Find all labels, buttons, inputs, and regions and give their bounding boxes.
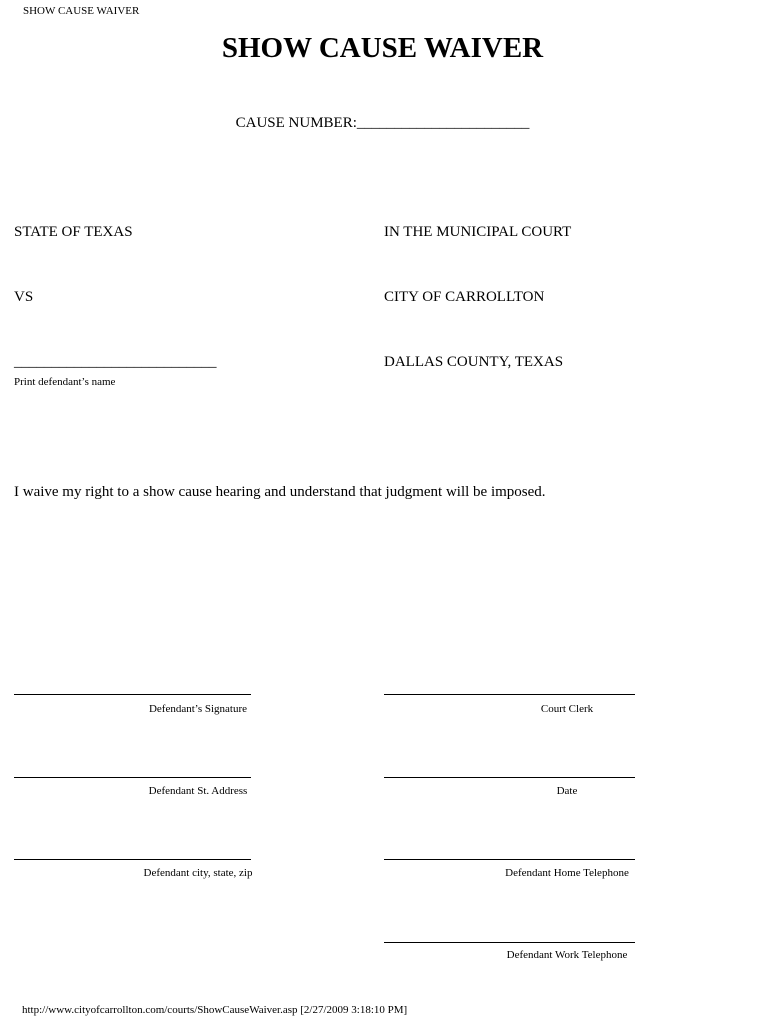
running-header: SHOW CAUSE WAIVER [23,5,140,17]
caption-city: CITY OF CARROLLTON [384,289,545,305]
date-line[interactable] [384,777,635,778]
home-telephone-line[interactable] [384,859,635,860]
home-telephone-label: Defendant Home Telephone [505,867,629,879]
caption-vs: VS [14,289,34,305]
cause-number-label: CAUSE NUMBER: [235,115,357,131]
caption-state: STATE OF TEXAS [14,224,133,240]
caption-county: DALLAS COUNTY, TEXAS [384,354,564,370]
court-clerk-line[interactable] [384,694,635,695]
defendant-city-label: Defendant city, state, zip [143,867,253,879]
defendant-city-line[interactable] [14,859,251,860]
page-title: SHOW CAUSE WAIVER [221,32,544,64]
waiver-statement: I waive my right to a show cause hearing and understand that judgment will be imposed. [14,484,546,500]
defendant-address-label: Defendant St. Address [148,785,248,797]
defendant-name-label: Print defendant’s name [14,376,116,388]
work-telephone-line[interactable] [384,942,635,943]
court-clerk-label: Court Clerk [540,703,594,715]
cause-number-blank[interactable]: _______________________ [356,115,530,131]
footer-url-stamp: http://www.cityofcarrollton.com/courts/ShowCauseWaiver.asp [2/27/2009 3:18:10 PM] [22,1004,408,1016]
defendant-signature-label: Defendant’s Signature [148,703,248,715]
defendant-name-blank[interactable]: ___________________________ [14,354,217,370]
defendant-signature-line[interactable] [14,694,251,695]
caption-court: IN THE MUNICIPAL COURT [384,224,572,240]
cause-number-line [0,115,765,132]
defendant-address-line[interactable] [14,777,251,778]
date-label: Date [556,785,578,797]
work-telephone-label: Defendant Work Telephone [506,949,628,961]
